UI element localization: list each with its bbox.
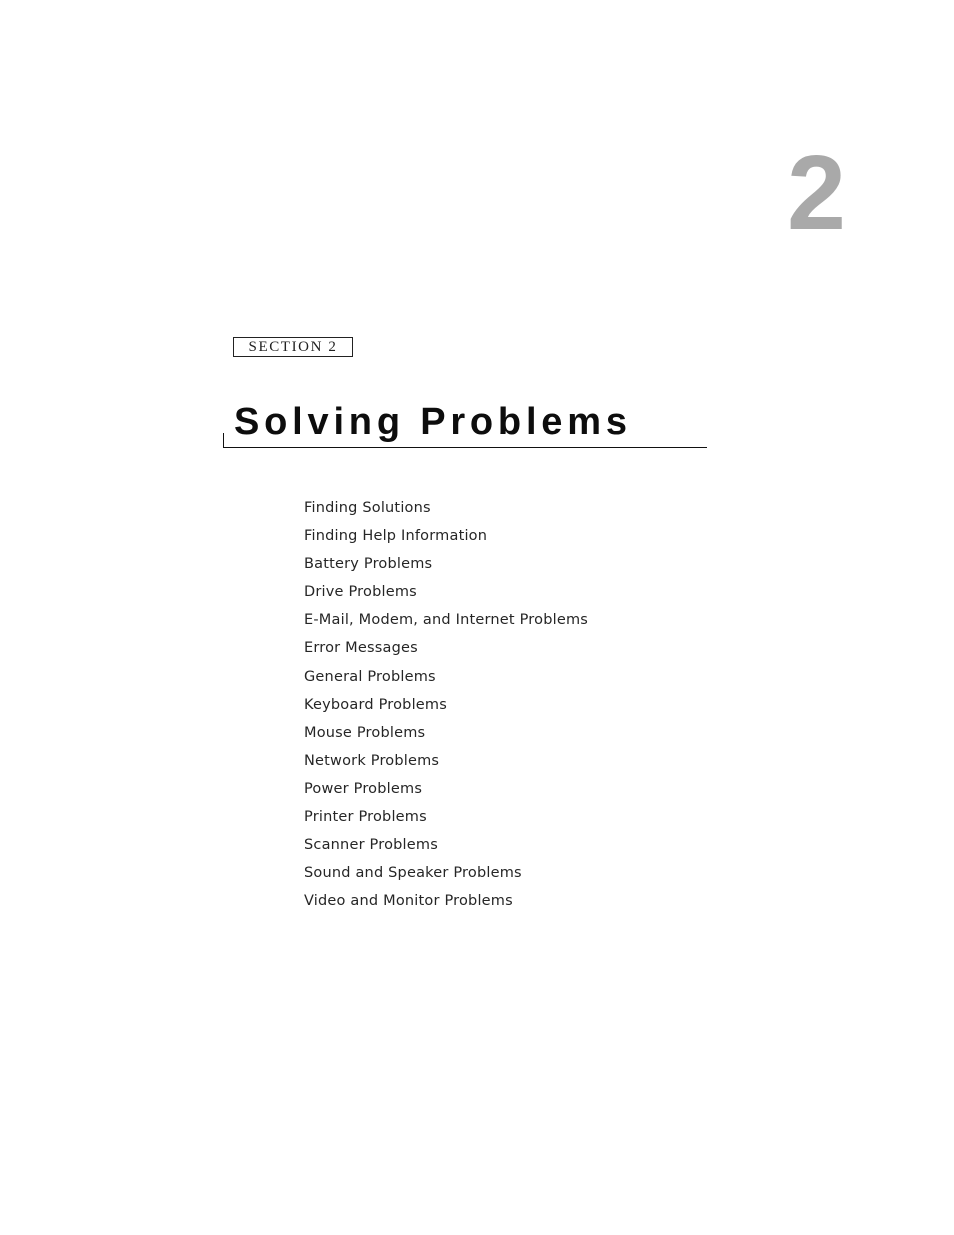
- page-title: Solving Problems: [234, 401, 632, 443]
- toc-item: Error Messages: [304, 640, 418, 657]
- toc-item: Mouse Problems: [304, 724, 426, 741]
- toc-item: Drive Problems: [304, 584, 417, 601]
- toc-item: General Problems: [304, 668, 436, 685]
- toc-item: Scanner Problems: [304, 837, 438, 854]
- title-rule: [223, 447, 707, 448]
- section-contents-list: [304, 495, 588, 916]
- toc-item: Video and Monitor Problems: [304, 893, 513, 910]
- toc-item: Network Problems: [304, 752, 440, 769]
- toc-item: Finding Solutions: [304, 500, 431, 516]
- toc-item: E-Mail, Modem, and Internet Problems: [304, 612, 589, 629]
- chapter-number: 2: [787, 134, 846, 252]
- toc-item: Sound and Speaker Problems: [304, 865, 522, 882]
- section-label: SECTION 2: [233, 337, 353, 357]
- toc-item: Finding Help Information: [304, 528, 488, 545]
- toc-item: Battery Problems: [304, 556, 433, 573]
- toc-item: Printer Problems: [304, 809, 427, 826]
- title-rule-tick: [223, 433, 224, 448]
- toc-item: Keyboard Problems: [304, 696, 448, 713]
- toc-item: Power Problems: [304, 780, 423, 797]
